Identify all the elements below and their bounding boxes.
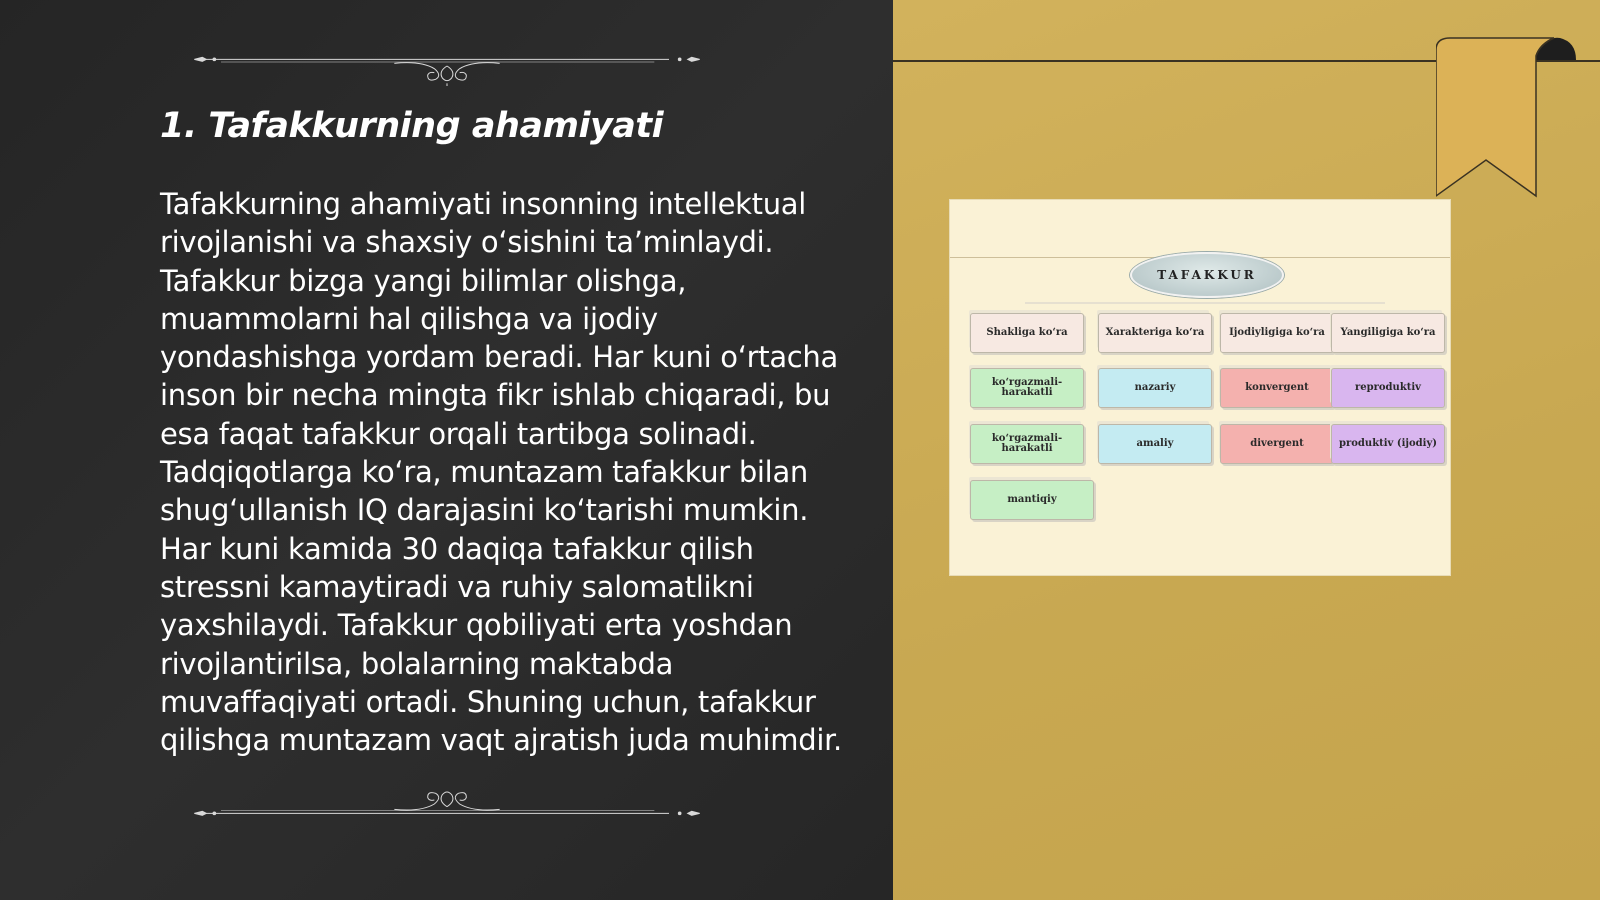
diagram-node: nazariy bbox=[1098, 368, 1212, 408]
bookmark-ribbon-icon bbox=[1436, 36, 1576, 206]
diagram-header-node: Ijodiyligiga ko‘ra bbox=[1220, 313, 1334, 353]
diagram-root-node: TAFAKKUR bbox=[1130, 252, 1284, 298]
diagram-node: amaliy bbox=[1098, 424, 1212, 464]
diagram-node: mantiqiy bbox=[970, 480, 1094, 520]
diagram-node: produktiv (ijodiy) bbox=[1331, 424, 1445, 464]
top-ornament-icon bbox=[68, 46, 826, 86]
diagram-node: ko‘rgazmali-harakatli bbox=[970, 368, 1084, 408]
diagram-node: reproduktiv bbox=[1331, 368, 1445, 408]
diagram-header-node: Shakliga ko‘ra bbox=[970, 313, 1084, 353]
diagram-node: divergent bbox=[1220, 424, 1334, 464]
diagram-header-node: Xarakteriga ko‘ra bbox=[1098, 313, 1212, 353]
diagram-connector bbox=[1025, 302, 1385, 308]
diagram-node: ko‘rgazmali-harakatli bbox=[970, 424, 1084, 464]
tafakkur-diagram bbox=[950, 200, 1450, 575]
bottom-ornament-icon bbox=[68, 788, 826, 828]
diagram-header-node: Yangiligiga ko‘ra bbox=[1331, 313, 1445, 353]
slide-body-text: Tafakkurning ahamiyati insonning intellektual rivojlanishi va shaxsiy o‘sishini ta’minlaydi. Tafakkur bizga yangi bilimlar olishga, muammolarni hal qilishga va ijodiy yondashishga yordam beradi. Har kuni o‘rtacha inson bir necha mingta fikr ishlab chiqaradi, bu esa faqat tafakkur orqali tartibga solinadi. Tadqiqotlarga ko‘ra, muntazam tafakkur bilan shug‘ullanish IQ darajasini ko‘tarishi mumkin. Har kuni kamida 30 daqiqa tafakkur qilish stressni kamaytiradi va ruhiy salomatlikni yaxshilaydi. Tafakkur qobiliyati erta yoshdan rivojlantirilsa, bolalarning maktabda muvaffaqiyati ortadi. Shuning uchun, tafakkur qilishga muntazam vaqt ajratish juda muhimdir. bbox=[160, 187, 842, 758]
diagram-node: konvergent bbox=[1220, 368, 1334, 408]
slide-title: 1. Tafakkurning ahamiyati bbox=[160, 106, 664, 146]
